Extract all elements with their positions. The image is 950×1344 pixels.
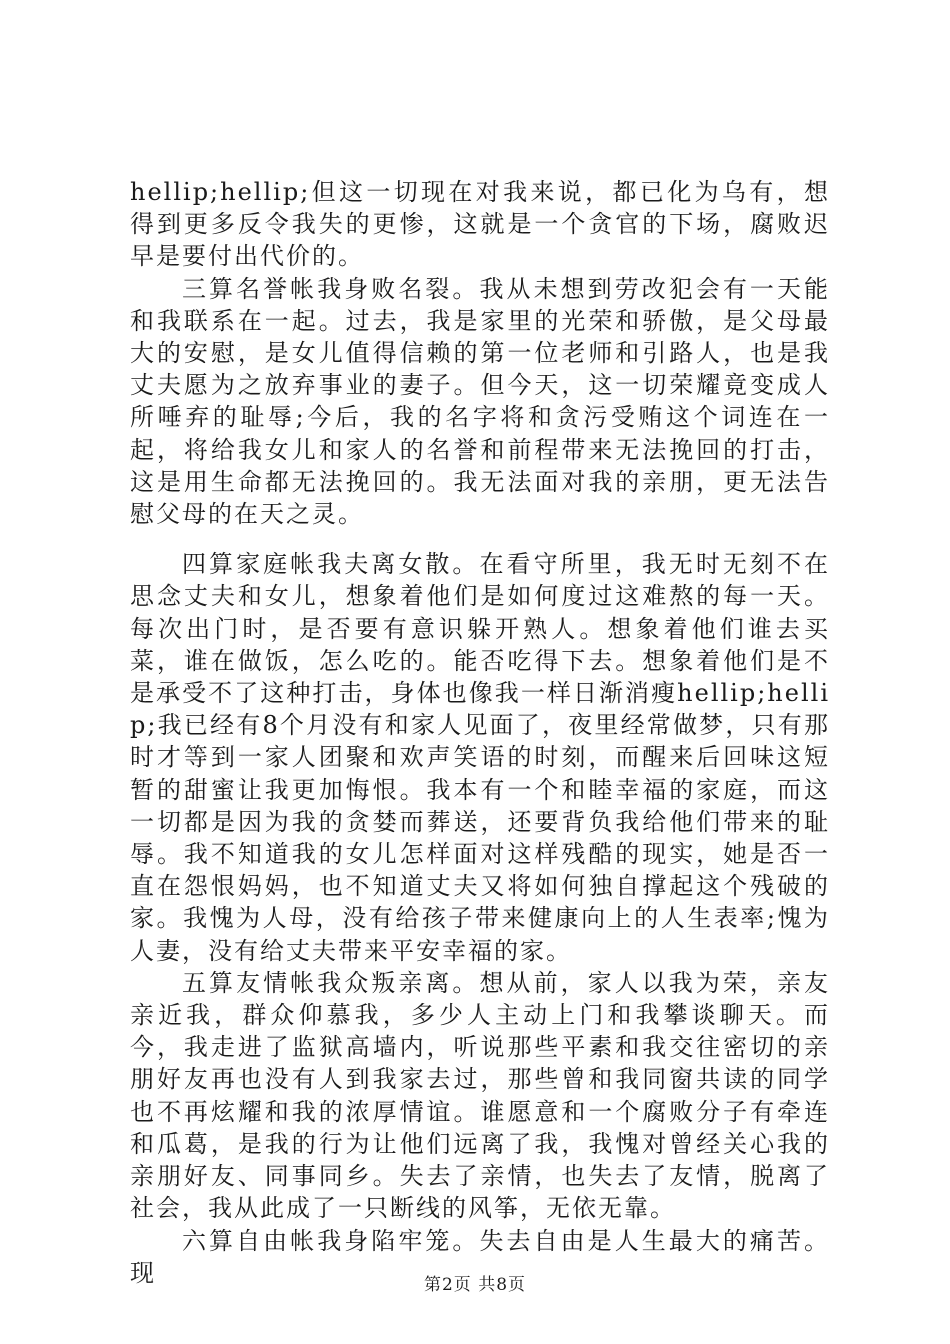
paragraph-freedom: 六算自由帐我身陷牢笼。失去自由是人生最大的痛苦。现 xyxy=(130,1226,830,1287)
paragraph-continuation: hellip;hellip;但这一切现在对我来说，都已化为乌有，想得到更多反令我失的更惨，这就是一个贪官的下场，腐败迟早是要付出代价的。 xyxy=(130,178,830,271)
page-footer: 第2页 共8页 xyxy=(423,1275,527,1295)
paragraph-family: 四算家庭帐我夫离女散。在看守所里，我无时无刻不在思念丈夫和女儿，想象着他们是如何度过这难熬的每一天。每次出门时，是否要有意识躲开熟人。想象着他们谁去买菜，谁在做饭，怎么吃的。能否吃得下去。想象着他们是不是承受不了这种打击，身体也像我一样日渐消瘦hellip;hellip;我已经有8个月没有和家人见面了，夜里经常做梦，只有那时才等到一家人团聚和欢声笑语的时刻，而醒来后回味这短暂的甜蜜让我更加悔恨。我本有一个和睦幸福的家庭，而这一切都是因为我的贪婪而葬送，还要背负我给他们带来的耻辱。我不知道我的女儿怎样面对这样残酷的现实，她是否一直在怨恨妈妈，也不知道丈夫又将如何独自撑起这个残破的家。我愧为人母，没有给孩子带来健康向上的人生表率;愧为人妻，没有给丈夫带来平安幸福的家。 xyxy=(130,550,830,965)
paragraph-friendship: 五算友情帐我众叛亲离。想从前，家人以我为荣，亲友亲近我，群众仰慕我，多少人主动上门和我攀谈聊天。而今，我走进了监狱高墙内，听说那些平素和我交往密切的亲朋好友再也没有人到我家去过，那些曾和我同窗共读的同学也不再炫耀和我的浓厚情谊。谁愿意和一个腐败分子有牵连和瓜葛，是我的行为让他们远离了我，我愧对曾经关心我的亲朋好友、同事同乡。失去了亲情，也失去了友情，脱离了社会，我从此成了一只断线的风筝，无依无靠。 xyxy=(130,968,830,1223)
paragraph-reputation: 三算名誉帐我身败名裂。我从未想到劳改犯会有一天能和我联系在一起。过去，我是家里的光荣和骄傲，是父母最大的安慰，是女儿值得信赖的第一位老师和引路人，也是我丈夫愿为之放弃事业的妻子。但今天，这一切荣耀竟变成人所唾弃的耻辱;今后，我的名字将和贪污受贿这个词连在一起，将给我女儿和家人的名誉和前程带来无法挽回的打击，这是用生命都无法挽回的。我无法面对我的亲朋，更无法告慰父母的在天之灵。 xyxy=(130,274,830,529)
document-body xyxy=(130,176,830,1289)
